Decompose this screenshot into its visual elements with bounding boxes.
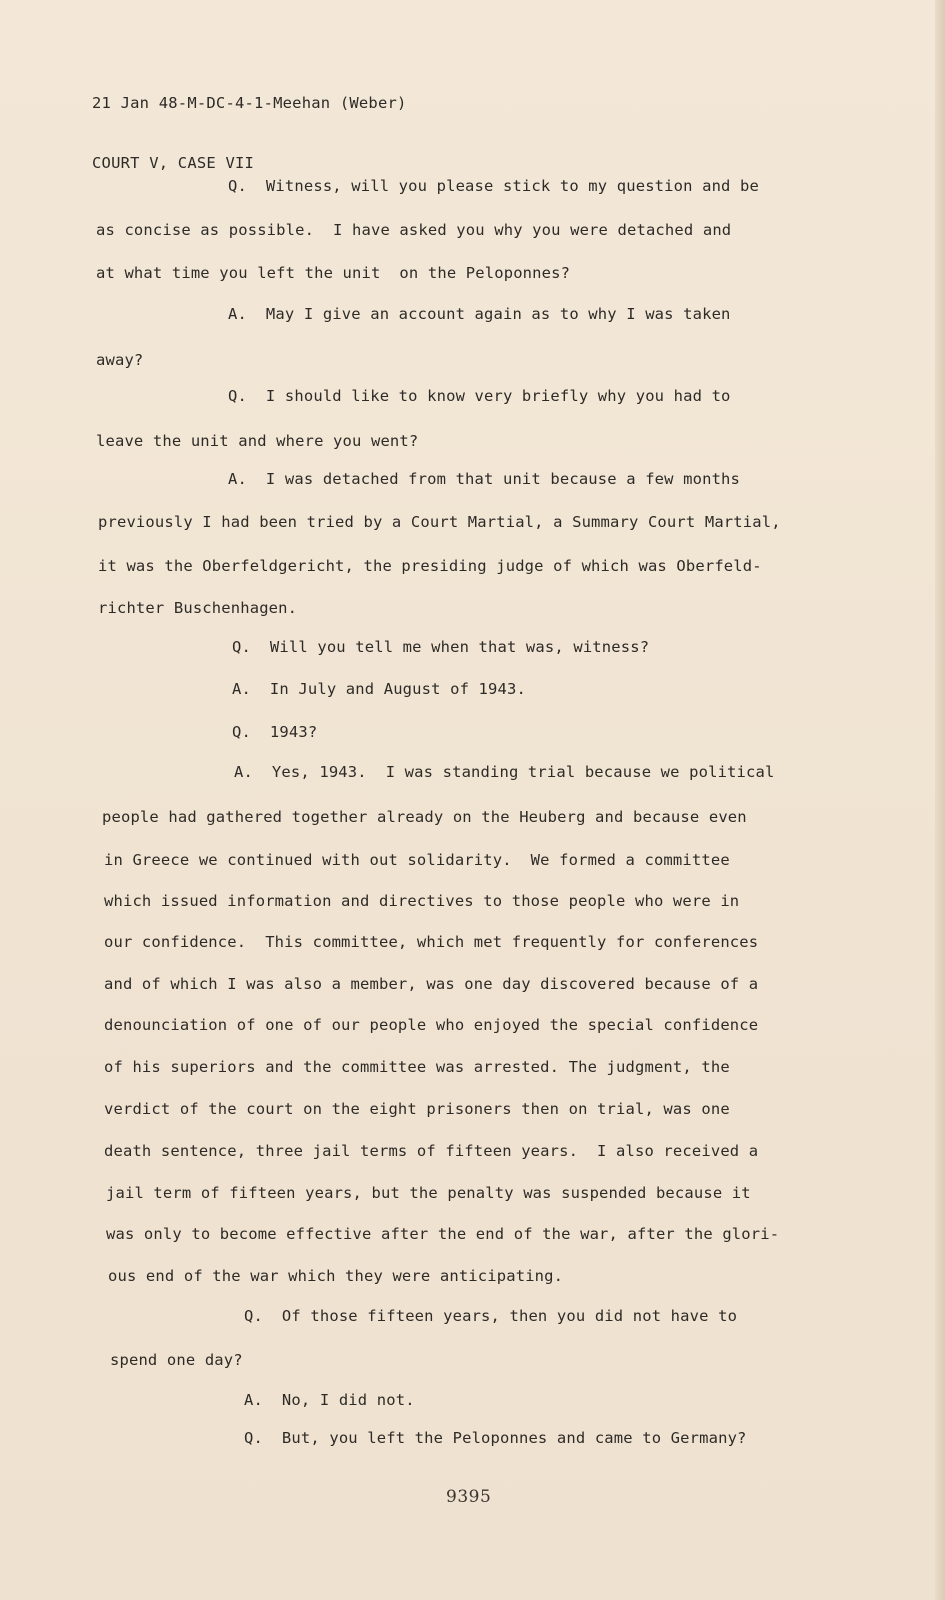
transcript-line: it was the Oberfeldgericht, the presiding judge of which was Oberfeld- — [98, 557, 762, 575]
page-number: 9395 — [446, 1487, 492, 1507]
transcript-line: people had gathered together already on the Heuberg and because even — [102, 808, 747, 826]
transcript-line: was only to become effective after the end of the war, after the glori- — [106, 1225, 780, 1243]
transcript-line: our confidence. This committee, which met frequently for conferences — [104, 933, 759, 951]
transcript-line: Q. 1943? — [232, 723, 318, 741]
transcript-line: leave the unit and where you went? — [96, 432, 419, 450]
header-line-1: 21 Jan 48-M-DC-4-1-Meehan (Weber) — [92, 94, 407, 112]
transcript-line: A. May I give an account again as to why I was taken — [228, 305, 731, 323]
transcript-line: spend one day? — [110, 1351, 243, 1369]
transcript-line: which issued information and directives to those people who were in — [104, 892, 740, 910]
transcript-line: previously I had been tried by a Court Martial, a Summary Court Martial, — [98, 513, 781, 531]
transcript-line: A. I was detached from that unit because a few months — [228, 470, 741, 488]
transcript-line: verdict of the court on the eight prisoners then on trial, was one — [104, 1100, 730, 1118]
transcript-line: Q. But, you left the Peloponnes and came to Germany? — [244, 1429, 747, 1447]
transcript-line: denounciation of one of our people who enjoyed the special confidence — [104, 1016, 759, 1034]
transcript-line: A. No, I did not. — [244, 1391, 415, 1409]
transcript-line: Q. Will you tell me when that was, witness? — [232, 638, 650, 656]
transcript-line: in Greece we continued with out solidarity. We formed a committee — [104, 851, 730, 869]
transcript-line: ous end of the war which they were anticipating. — [108, 1267, 564, 1285]
transcript-line: death sentence, three jail terms of fifteen years. I also received a — [104, 1142, 759, 1160]
transcript-line: Q. Witness, will you please stick to my question and be — [228, 177, 759, 195]
transcript-line: as concise as possible. I have asked you why you were detached and — [96, 221, 732, 239]
transcript-line: and of which I was also a member, was one day discovered because of a — [104, 975, 759, 993]
transcript-line: jail term of fifteen years, but the penalty was suspended because it — [106, 1184, 751, 1202]
transcript-line: richter Buschenhagen. — [98, 599, 298, 617]
transcript-line: Q. Of those fifteen years, then you did not have to — [244, 1307, 738, 1325]
transcript-line: at what time you left the unit on the Peloponnes? — [96, 264, 571, 282]
transcript-line: away? — [96, 351, 144, 369]
transcript-line: A. Yes, 1943. I was standing trial because we political — [234, 763, 775, 781]
transcript-line: A. In July and August of 1943. — [232, 680, 526, 698]
transcript-line: of his superiors and the committee was arrested. The judgment, the — [104, 1058, 730, 1076]
transcript-line: Q. I should like to know very briefly why you had to — [228, 387, 731, 405]
header-line-2: COURT V, CASE VII — [92, 154, 255, 172]
